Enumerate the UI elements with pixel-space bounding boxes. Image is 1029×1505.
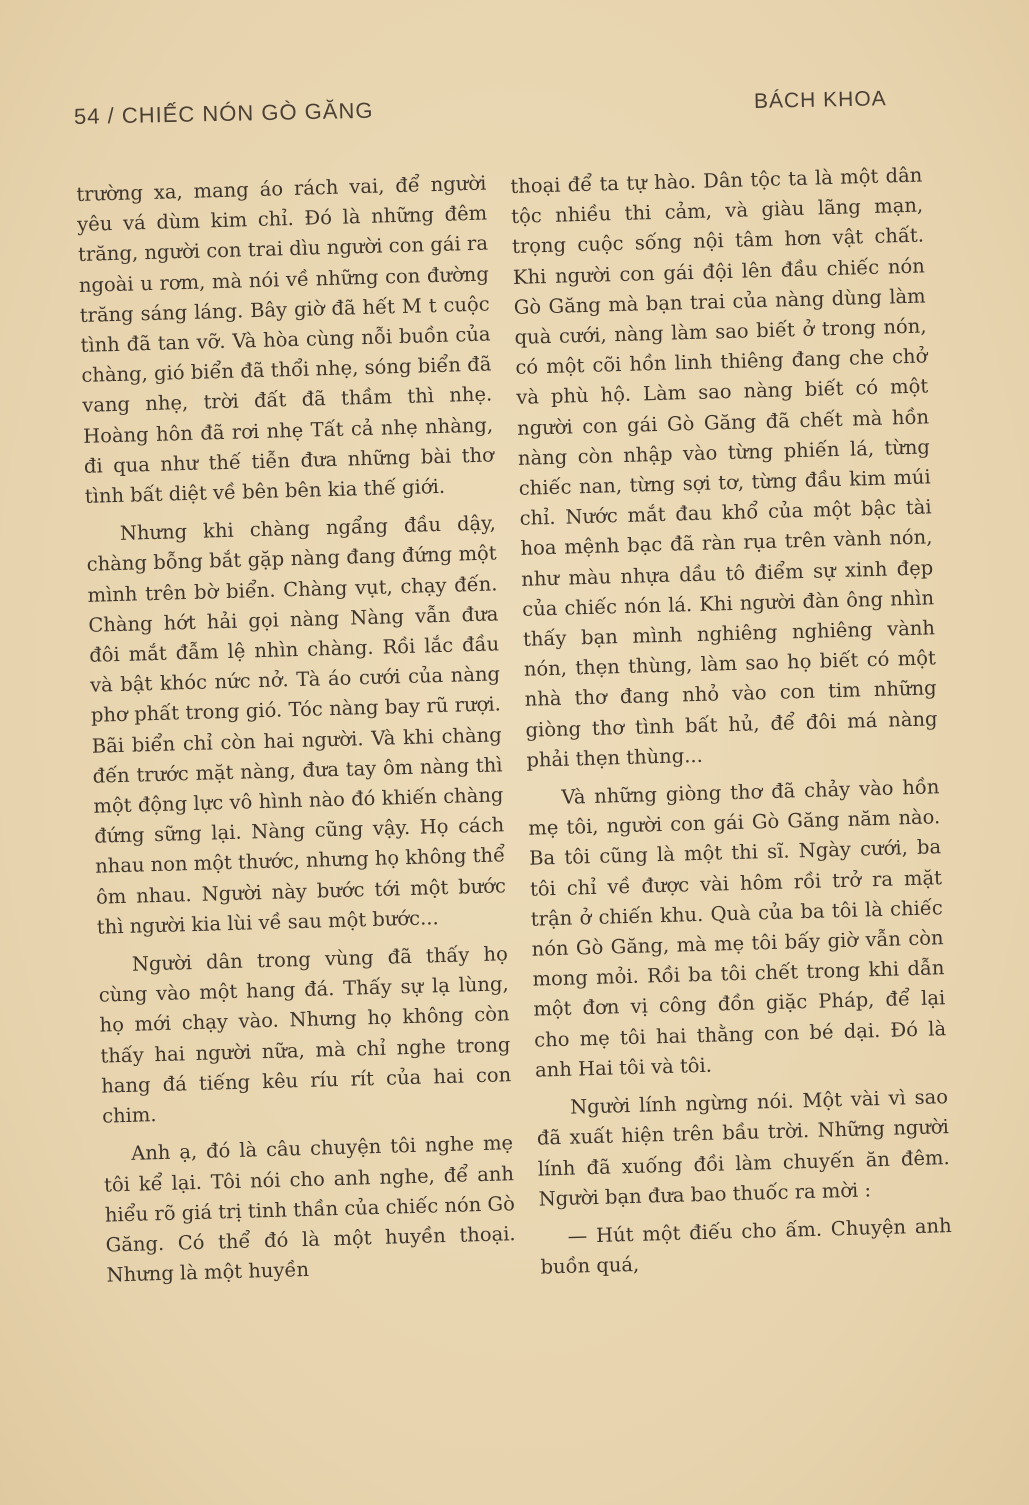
paragraph: trường xa, mang áo rách vai, để người yêu vá dùm kim chỉ. Đó là những đêm trăng, người con trai dìu người con gái ra ngoài u rơm, mà nói về những con đường trăng sáng láng. Bây giờ đã hết M t cuộc tình đã tan vỡ. Và hòa cùng nỗi buồn của chàng, gió biển đã thổi nhẹ, sóng biển đã vang nhẹ, trời đất đã thầm thì nhẹ. Hoàng hôn đã rơi nhẹ Tất cả nhẹ nhàng, đi qua như thế tiễn đưa những bài thơ tình bất diệt về bên bên kia thế giới. [76,171,495,508]
paragraph: Anh ạ, đó là câu chuyện tôi nghe mẹ tôi kể lại. Tôi nói cho anh nghe, để anh hiểu rõ giá trị tinh thần của chiếc nón Gò Găng. Có thể đó là một huyền thoại. Nhưng là một huyền [103,1131,516,1287]
paragraph: Và những giòng thơ đã chảy vào hồn mẹ tôi, người con gái Gò Găng năm nào. Ba tôi cũng là một thi sĩ. Ngày cưới, ba tôi chỉ về được vài hôm rồi trở ra mặt trận ở chiến khu. Quà của ba tôi là chiếc nón Gò Găng, mà mẹ tôi bấy giờ vẫn còn mong mỏi. Rồi ba tôi chết trong khi dẫn một đơn vị công đồn giặc Pháp, để lại cho mẹ tôi hai thằng con bé dại. Đó là anh Hai tôi và tôi. [528,775,947,1082]
magazine-name: BÁCH KHOA [753,87,887,113]
paragraph: Người dân trong vùng đã thấy họ cùng vào một hang đá. Thấy sự lạ lùng, họ mới chạy vào. Nhưng họ không còn thấy hai người nữa, mà chỉ nghe trong hang đá tiếng kêu ríu rít của hai con chim. [98,942,512,1128]
paragraph: thoại để ta tự hào. Dân tộc ta là một dân tộc nhiều thi cảm, và giàu lãng mạn, trọng cuộc sống nội tâm hơn vật chất. Khi người con gái đội lên đầu chiếc nón Gò Găng mà bạn trai của nàng dùng làm quà cưới, nàng làm sao biết ở trong nón, có một cõi hồn linh thiêng đang che chở và phù hộ. Làm sao nàng biết có một người con gái Gò Găng đã chết mà hồn nàng còn nhập vào từng phiến lá, từng chiếc nan, từng sợi tơ, từng đầu kim múi chỉ. Nước mắt đau khổ của một bậc tài hoa mệnh bạc đã ràn rụa trên vành nón, như màu nhựa dầu tô điểm sự xinh đẹp của chiếc nón lá. Khi người đàn ông nhìn thấy bạn mình nghiêng nghiêng vành nón, thẹn thùng, làm sao họ biết có một nhà thơ đang nhỏ vào con tim những giòng thơ tình bất hủ, để đôi má nàng phải thẹn thùng... [510,163,938,772]
left-column [76,169,517,1299]
page-number-and-title: 54 / CHIẾC NÓN GÒ GĂNG [73,97,374,129]
paragraph: — Hút một điếu cho ấm. Chuyện anh buồn quá, [540,1213,952,1279]
right-column [510,160,953,1290]
paragraph: Người lính ngừng nói. Một vài vì sao đã xuất hiện trên bầu trời. Những người lính đã xuống đồi làm chuyến ăn đêm. Người bạn đưa bao thuốc ra mời : [536,1085,950,1211]
paragraph: Nhưng khi chàng ngẩng đầu dậy, chàng bỗng bắt gặp nàng đang đứng một mình trên bờ biển. Chàng vụt, chạy đến. Chàng hớt hải gọi nàng Nàng vẫn đưa đôi mắt đẫm lệ nhìn chàng. Rồi lắc đầu và bật khóc nức nở. Tà áo cưới của nàng phơ phất trong gió. Tóc nàng bay rũ rượi. Bãi biển chỉ còn hai người. Và khi chàng đến trước mặt nàng, đưa tay ôm nàng thì một động lực vô hình nào đó khiến chàng đứng sững lại. Nàng cũng vậy. Họ cách nhau non một thước, nhưng họ không thể ôm nhau. Người này bước tới một bước thì người kia lùi về sau một bước... [86,511,507,939]
